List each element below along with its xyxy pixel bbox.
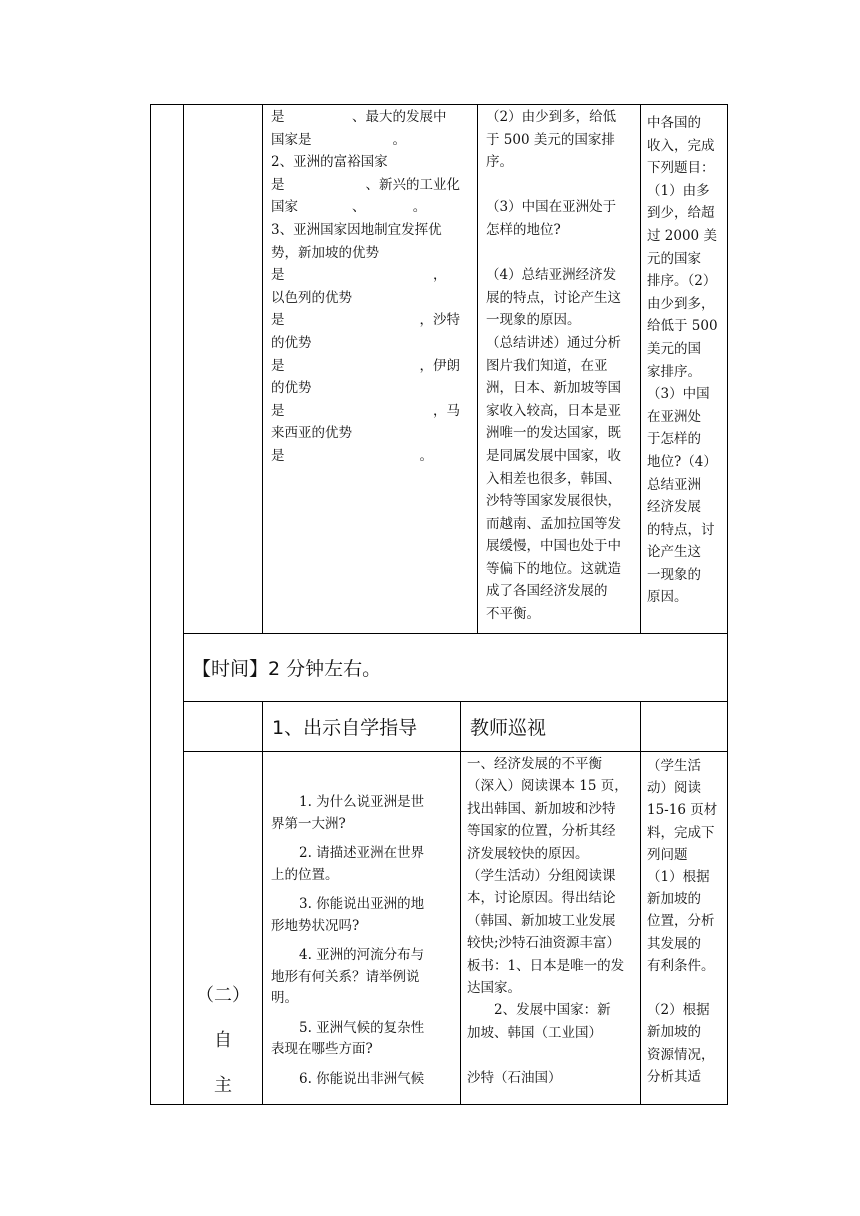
text-line: 是 ， <box>271 267 447 284</box>
text-line: 济发展较快的原因。 <box>467 845 589 862</box>
text-line: 经济发展 <box>647 499 701 516</box>
text-line: 国家 、 。 <box>271 199 427 216</box>
student-cell-row3 <box>647 755 725 1088</box>
text-line: 新加坡的 <box>647 891 701 908</box>
question-line: 形地势状况吗? <box>271 917 360 934</box>
text-line: 美元的国 <box>647 340 701 357</box>
table-left-border <box>150 104 151 1105</box>
text-line: 板书：1、日本是唯一的发 <box>467 957 625 974</box>
text-line: 来西亚的优势 <box>271 425 352 442</box>
text-line: 于怎样的 <box>647 431 701 448</box>
text-line: 是 、最大的发展中 <box>271 109 447 125</box>
text-line: 3、亚洲国家因地制宜发挥优 <box>271 221 442 238</box>
text-line: 在亚洲处 <box>647 408 701 425</box>
text-line: 下列题目： <box>647 160 715 177</box>
row-divider-header-bottom <box>183 751 728 752</box>
self-study-guide-heading: 1、出示自学指导 <box>272 717 418 739</box>
text-line: 成了各国经济发展的 <box>486 583 608 600</box>
question-line: 4. 亚洲的河流分布与 <box>299 947 425 963</box>
text-line: 一现象的原因。 <box>486 312 581 329</box>
text-line <box>647 977 725 999</box>
text-line: 2、发展中国家：新 <box>467 1002 611 1019</box>
text-line: （3）中国 <box>647 386 710 403</box>
text-line: 到少，给超 <box>647 205 715 222</box>
question-line: 地形有何关系？请举例说 <box>271 968 420 985</box>
column-divider-3-top <box>477 104 478 633</box>
column-divider-4-top <box>640 104 641 633</box>
time-note: 【时间】2 分钟左右。 <box>192 658 382 680</box>
question-line: 表现在哪些方面? <box>271 1041 373 1057</box>
text-line: 是 ，伊朗 <box>271 357 460 374</box>
text-line: 元的国家 <box>647 250 701 267</box>
text-line: 势，新加坡的优势 <box>271 244 379 261</box>
question-line: 3. 你能说出亚洲的地 <box>299 896 425 912</box>
text-line: 的优势 <box>271 334 312 351</box>
question-line: 界第一大洲? <box>271 815 346 832</box>
question-line: 6. 你能说出非洲气候 <box>299 1070 425 1087</box>
text-line: 是同属发展中国家，收 <box>486 447 621 464</box>
text-line: 2、亚洲的富裕国家 <box>271 154 388 171</box>
question-line: 1. 为什么说亚洲是世 <box>299 794 425 810</box>
text-line: 不平衡。 <box>486 606 540 623</box>
text-line: 加坡、韩国（工业国） <box>467 1024 602 1041</box>
text-line <box>486 242 636 265</box>
column-divider-2-top <box>262 104 263 633</box>
row-divider-time-bottom <box>183 701 728 702</box>
text-line: （4）总结亚洲经济发 <box>486 267 617 284</box>
text-line: 图片我们知道，在亚 <box>486 357 608 374</box>
text-line: 展缓慢，中国也处于中 <box>486 538 621 555</box>
text-line <box>486 174 636 197</box>
questions-cell <box>271 772 453 1090</box>
text-line: 是 ，沙特 <box>271 312 460 329</box>
text-line: 等偏下的地位。这就造 <box>486 560 621 577</box>
text-line: 有利条件。 <box>647 957 715 974</box>
text-line: （1）由多 <box>647 182 710 199</box>
text-line: 沙特等国家发展很快， <box>486 493 621 510</box>
question-line: 5. 亚洲气候的复杂性 <box>299 1019 425 1036</box>
text-line: 是 。 <box>271 447 433 464</box>
section-label-part1: （二） <box>196 985 250 1006</box>
text-line: 收入，完成 <box>647 137 715 154</box>
column-divider-1 <box>183 104 184 1105</box>
text-line: 的特点，讨 <box>647 521 715 538</box>
text-line: 一现象的 <box>647 566 701 583</box>
question-line: 上的位置。 <box>271 866 339 883</box>
text-line: 其发展的 <box>647 935 701 952</box>
text-line: 怎样的地位? <box>486 221 561 238</box>
text-line: 列问题 <box>647 846 688 863</box>
text-line: 中各国的 <box>647 115 701 131</box>
text-line: 料，完成下 <box>647 824 715 841</box>
question-line: 明。 <box>271 990 298 1006</box>
text-line: 较快;沙特石油资源丰富） <box>467 935 621 952</box>
text-line: 沙特（石油国） <box>467 1069 562 1086</box>
column-divider-4-bottom <box>640 701 641 1105</box>
text-line: 序。 <box>486 154 513 171</box>
text-line: 位置，分析 <box>647 913 715 930</box>
text-line: 资源情况， <box>647 1046 715 1063</box>
teacher-cell-row3 <box>467 753 637 1089</box>
text-line: 论产生这 <box>647 544 701 561</box>
text-line: 等国家的位置，分析其经 <box>467 823 616 840</box>
table-top-border <box>150 104 728 105</box>
text-line: （2）由少到多，给低 <box>486 109 617 125</box>
section-label-part2: 自 <box>214 1030 232 1051</box>
teacher-patrol-heading: 教师巡视 <box>470 717 547 739</box>
text-line: 找出韩国、新加坡和沙特 <box>467 800 616 817</box>
text-line: 过 2000 美 <box>647 227 717 244</box>
table-right-border <box>727 104 728 1105</box>
text-line: 家收入较高，日本是亚 <box>486 402 621 419</box>
text-line: 而越南、孟加拉国等发 <box>486 515 621 532</box>
text-line: （2）根据 <box>647 1002 710 1019</box>
section-label-part3: 主 <box>214 1075 232 1096</box>
text-line: 给低于 500 <box>647 318 718 335</box>
text-line: 由少到多， <box>647 295 715 312</box>
content-cell-row1 <box>271 106 469 468</box>
text-line: 于 500 美元的国家排 <box>486 131 615 148</box>
question-line: 2. 请描述亚洲在世界 <box>299 845 425 861</box>
text-line: （总结讲述）通过分析 <box>486 334 621 351</box>
text-line: （学生活 <box>647 758 701 774</box>
text-line: 一、经济发展的不平衡 <box>467 756 602 772</box>
text-line: 动）阅读 <box>647 780 701 797</box>
text-line: 洲唯一的发达国家，既 <box>486 425 621 442</box>
text-line: 新加坡的 <box>647 1024 701 1041</box>
text-line: 达国家。 <box>467 980 521 997</box>
text-line: （韩国、新加坡工业发展 <box>467 912 616 929</box>
row-divider-time-top <box>183 633 728 634</box>
table-bottom-border <box>150 1104 728 1105</box>
text-line: 地位?（4） <box>647 453 717 470</box>
student-cell-row1 <box>647 112 725 609</box>
text-line: （1）根据 <box>647 869 710 886</box>
text-line: 国家是 。 <box>271 131 406 148</box>
text-line: 原因。 <box>647 589 688 606</box>
text-line: 的优势 <box>271 380 312 397</box>
text-line: 分析其适 <box>647 1068 701 1085</box>
text-line: 排序。（2） <box>647 273 717 290</box>
text-line: （3）中国在亚洲处于 <box>486 199 617 216</box>
text-line: （深入）阅读课本 15 页， <box>467 778 628 795</box>
text-line: 本，讨论原因。得出结论 <box>467 890 616 907</box>
text-line: 入相差也很多，韩国、 <box>486 470 621 487</box>
text-line <box>467 1044 637 1066</box>
text-line: 15-16 页材 <box>647 802 718 819</box>
teacher-cell-row1 <box>486 106 636 626</box>
text-line: 是 ，马 <box>271 402 460 419</box>
text-line: 展的特点，讨论产生这 <box>486 289 621 306</box>
text-line: 以色列的优势 <box>271 289 352 306</box>
text-line: 家排序。 <box>647 363 701 380</box>
text-line: 洲，日本、新加坡等国 <box>486 380 621 397</box>
text-line: （学生活动）分组阅读课 <box>467 868 616 885</box>
text-line: 总结亚洲 <box>647 476 701 493</box>
column-divider-3-bottom <box>460 701 461 1105</box>
text-line: 是 、新兴的工业化 <box>271 176 460 193</box>
